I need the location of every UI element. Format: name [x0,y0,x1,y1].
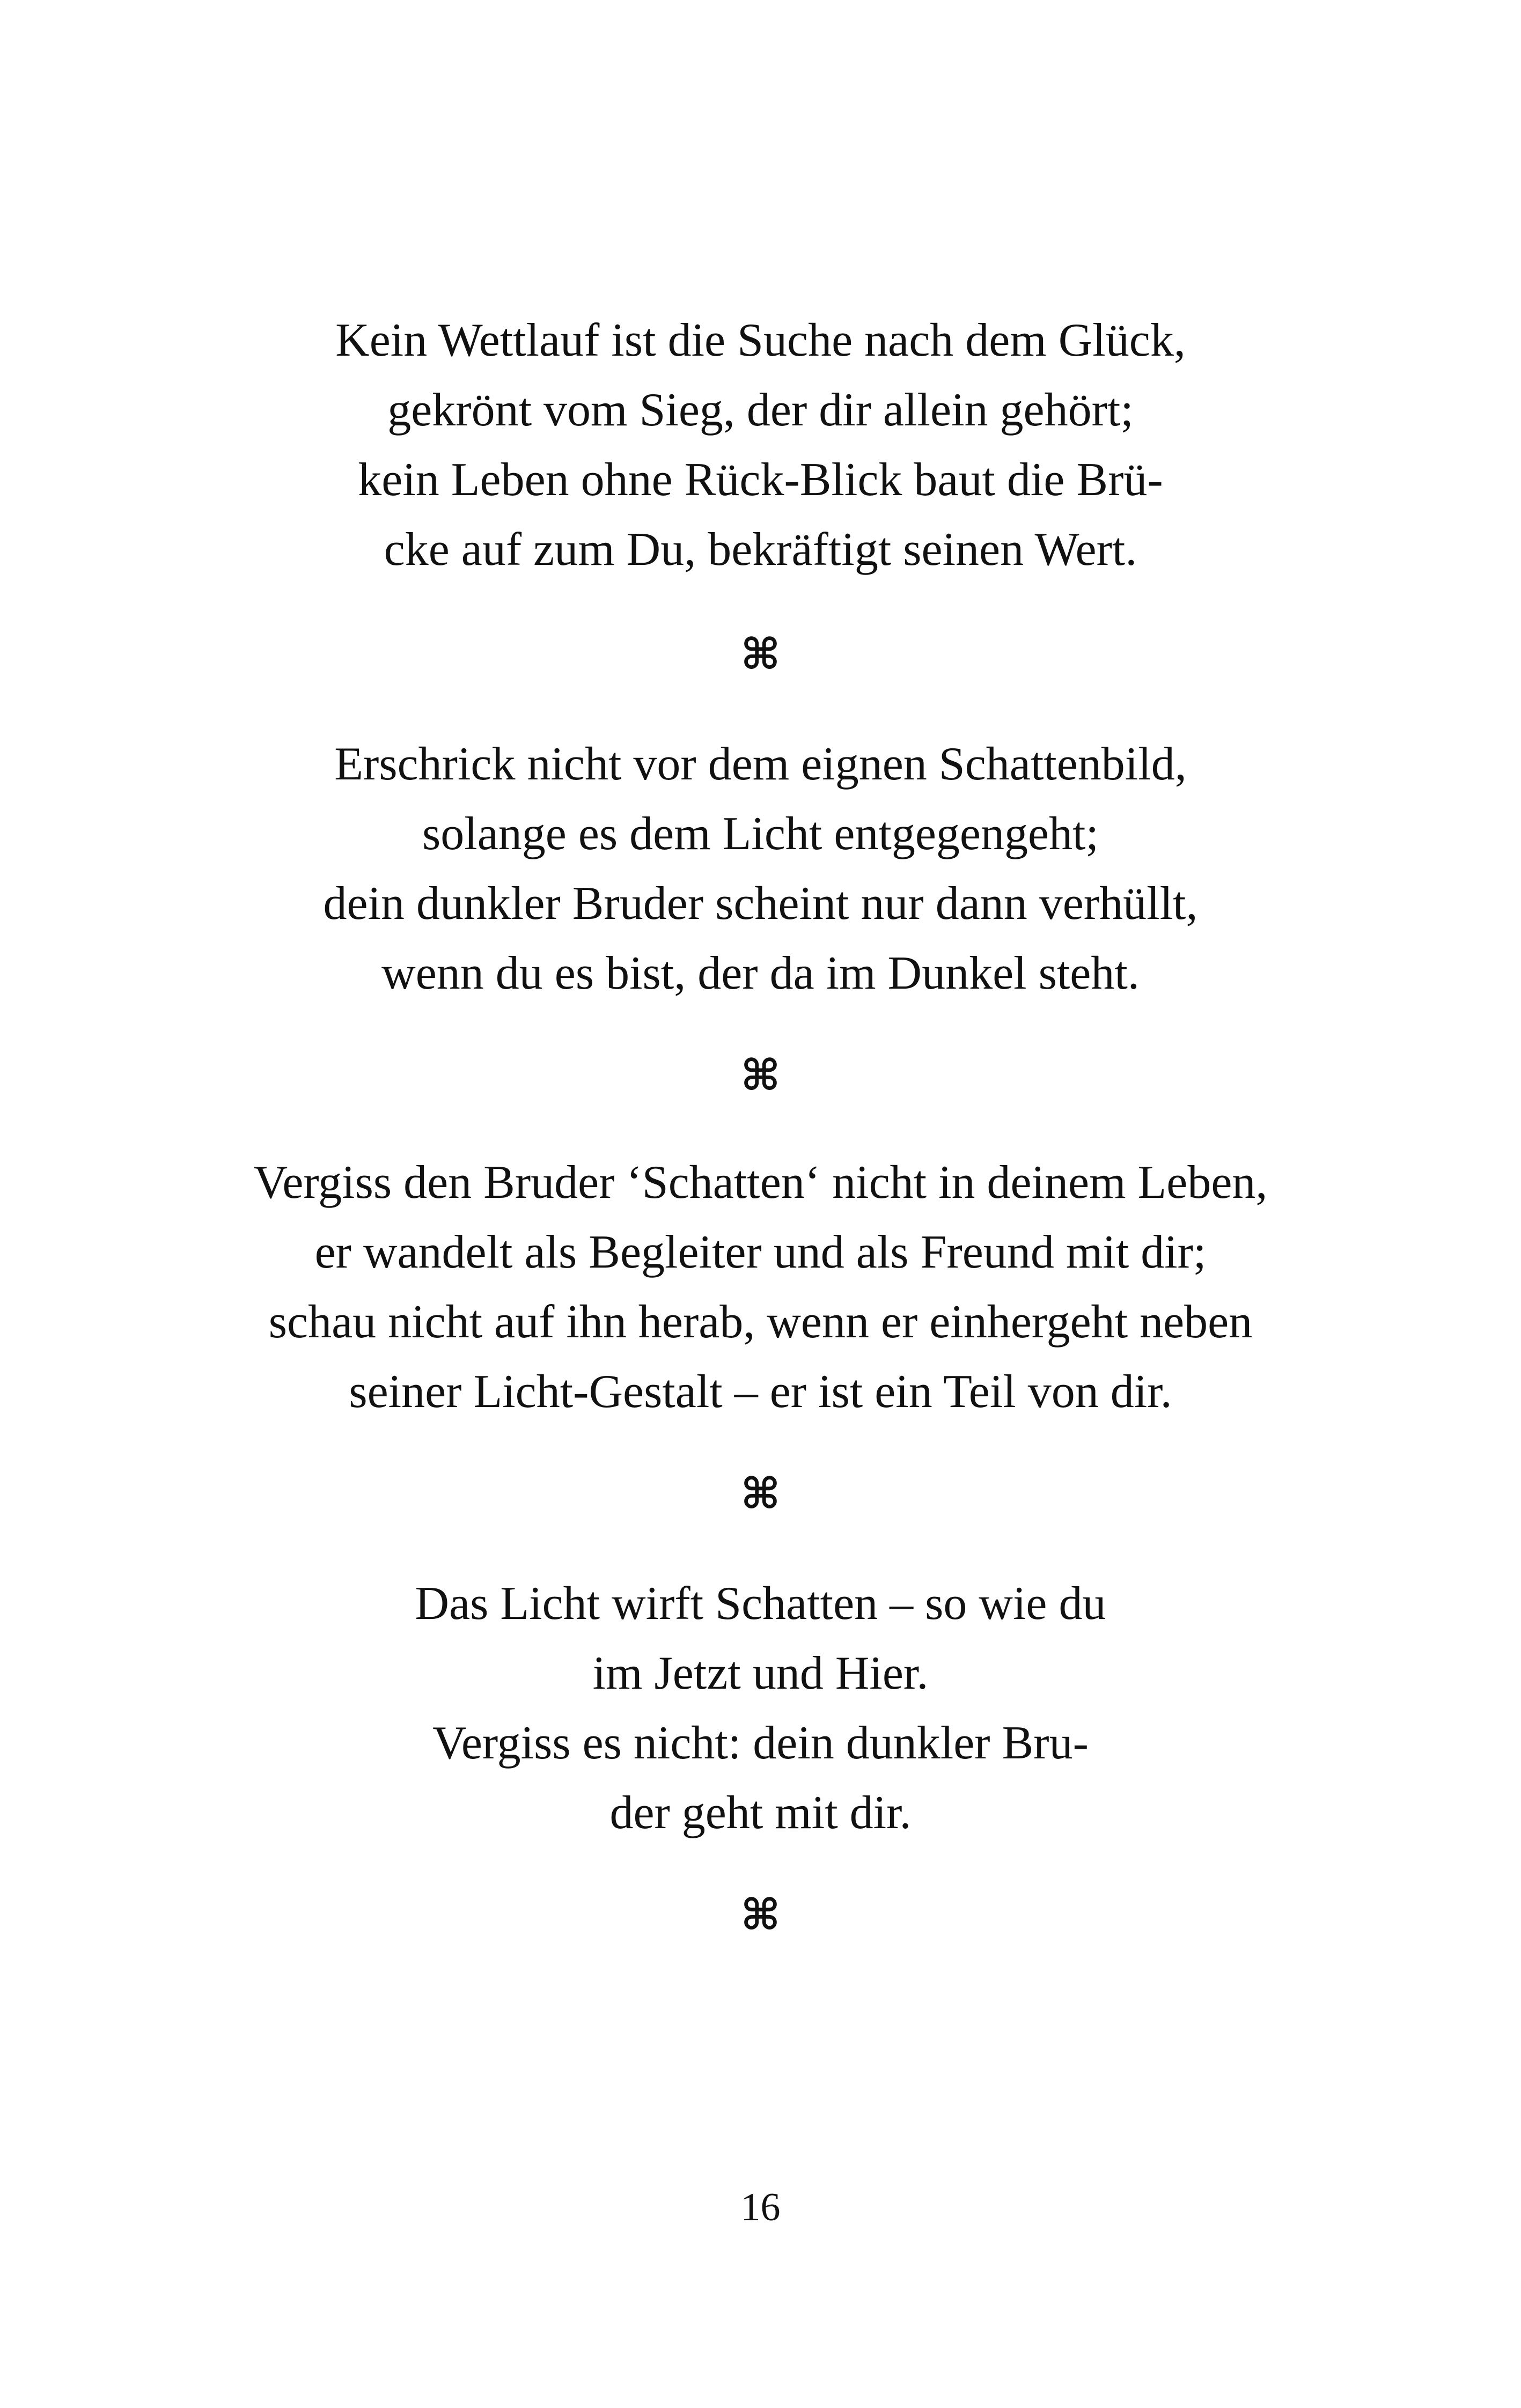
poem-line: Erschrick nicht vor dem eignen Schattenbild, [334,738,1187,790]
poem-line: im Jetzt und Hier. [592,1647,929,1699]
poem-line: Vergiss den Bruder ‘Schatten‘ nicht in deinem Leben, [253,1157,1268,1209]
poem-line: cke auf zum Du, bekräftigt seinen Wert. [384,524,1137,576]
poem-line: er wandelt als Begleiter und als Freund mit dir; [314,1226,1207,1278]
stanza-3 [0,1148,1521,1427]
stanza-4 [0,1569,1521,1848]
poem-line: dein dunkler Bruder scheint nur dann verhüllt, [323,878,1198,930]
command-key-icon: ⌘ [740,1469,781,1519]
poem-line: gekrönt vom Sieg, der dir allein gehört; [387,384,1134,436]
poem-line: Kein Wettlauf ist die Suche nach dem Glück, [335,314,1186,366]
poem-line: seiner Licht-Gestalt – er ist ein Teil von dir. [349,1366,1172,1418]
poem-line: wenn du es bist, der da im Dunkel steht. [381,947,1140,999]
command-key-icon: ⌘ [740,629,781,679]
command-key-icon: ⌘ [740,1890,781,1940]
page-number: 16 [740,2185,781,2229]
stanza-1 [0,306,1521,585]
poem-line: kein Leben ohne Rück-Blick baut die Brü- [358,454,1163,506]
poem-line: schau nicht auf ihn herab, wenn er einhergeht neben [268,1296,1253,1348]
stanza-2 [0,730,1521,1008]
poem-line: solange es dem Licht entgegengeht; [422,808,1099,860]
poem-line: Vergiss es nicht: dein dunkler Bru- [432,1717,1089,1769]
command-key-icon: ⌘ [740,1050,781,1100]
poem-line: der geht mit dir. [609,1787,912,1839]
poem-line: Das Licht wirft Schatten – so wie du [415,1578,1106,1630]
